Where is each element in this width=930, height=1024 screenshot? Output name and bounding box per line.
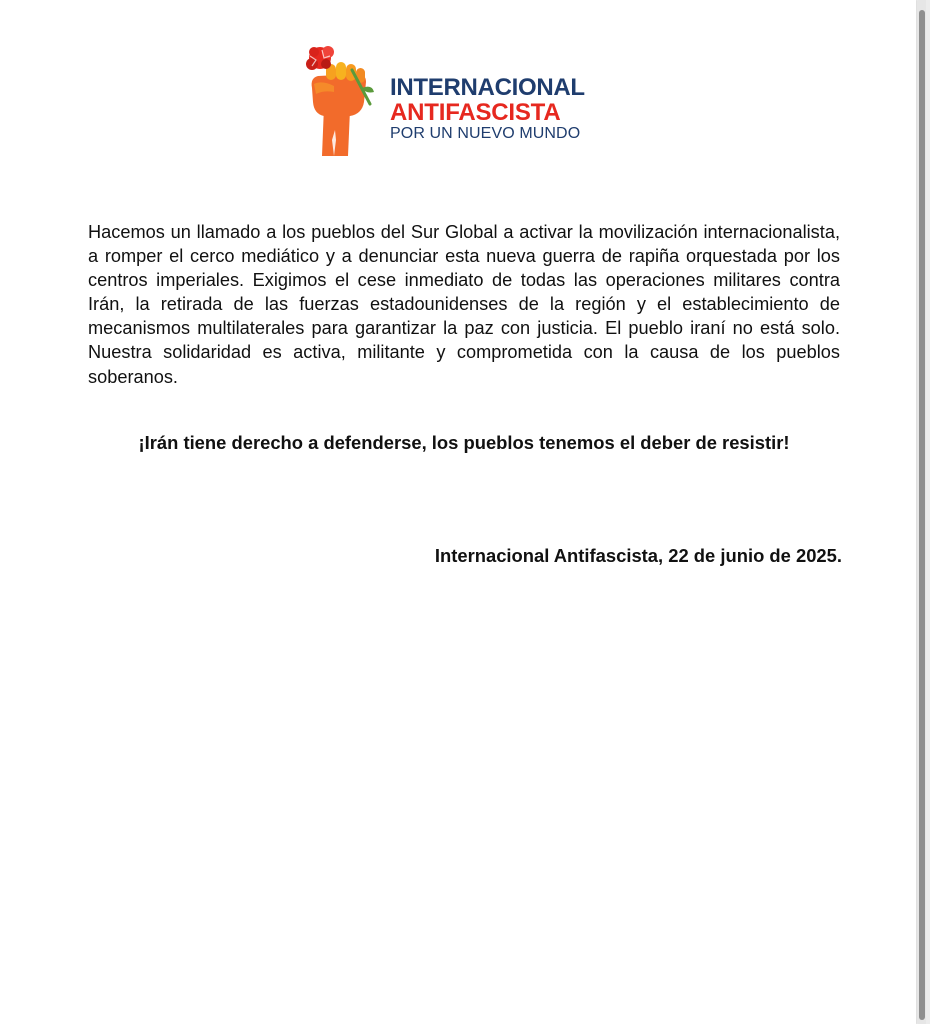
raised-fist-with-carnation-icon [300, 44, 382, 162]
statement-slogan: ¡Irán tiene derecho a defenderse, los pueblos tenemos el deber de resistir! [138, 432, 790, 453]
logo-wordmark [390, 76, 640, 142]
logo-title-line2: ANTIFASCISTA [390, 99, 561, 126]
scrollbar-thumb[interactable] [919, 10, 925, 1020]
logo [300, 44, 640, 164]
vertical-scrollbar[interactable] [918, 0, 926, 1024]
logo-title-line1: INTERNACIONAL [390, 74, 585, 101]
logo-tagline: POR UN NUEVO MUNDO [390, 125, 581, 142]
statement-signature: Internacional Antifascista, 22 de junio de 2025. [434, 545, 842, 566]
statement-paragraph: Hacemos un llamado a los pueblos del Sur Global a activar la movilización internacionalista, a romper el cerco mediático y a denunciar esta nueva guerra de rapiña orquestada por los centros imperiales. Exigimos el cese inmediato de todas las operaciones militares contra Irán, la retirada de las fuerzas estadounidenses de la región y el establecimiento de mecanismos multilaterales para garantizar la paz con justicia. El pueblo iraní no está solo. Nuestra solidaridad es activa, militante y comprometida con la causa de los pueblos soberanos. [88, 222, 840, 387]
